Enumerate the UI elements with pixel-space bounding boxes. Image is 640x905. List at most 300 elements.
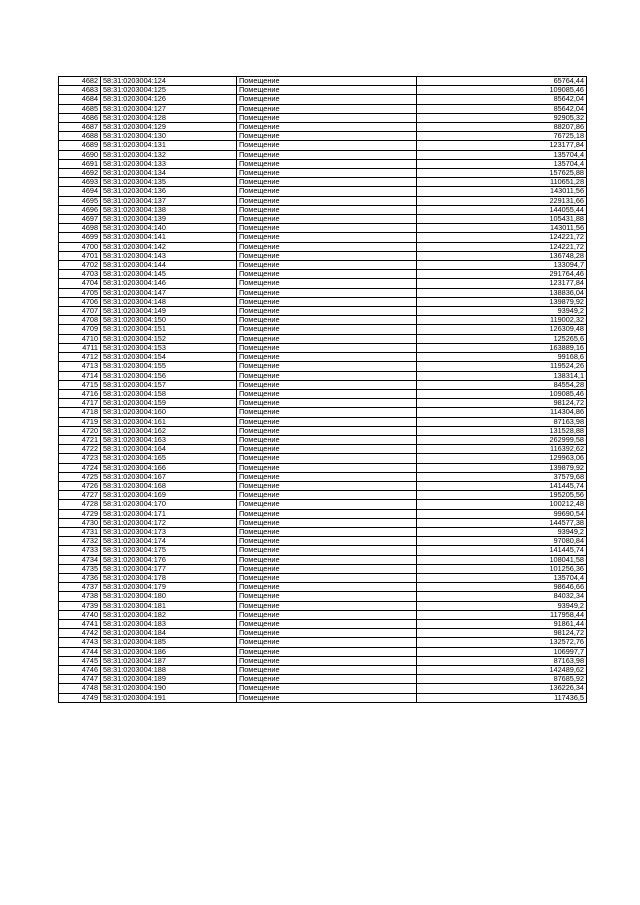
object-type-cell: Помещение — [237, 104, 417, 113]
object-type-cell: Помещение — [237, 224, 417, 233]
cadastral-value-cell: 87685,92 — [417, 675, 587, 684]
table-row — [59, 408, 587, 417]
table-row — [59, 500, 587, 509]
object-type-cell: Помещение — [237, 684, 417, 693]
row-number-cell: 4746 — [59, 666, 101, 675]
table-row — [59, 343, 587, 352]
cadastral-number-cell: 58:31:0203004:176 — [101, 555, 237, 564]
cadastral-number-cell: 58:31:0203004:129 — [101, 123, 237, 132]
table-row — [59, 684, 587, 693]
table-row — [59, 417, 587, 426]
object-type-cell: Помещение — [237, 270, 417, 279]
cadastral-number-cell: 58:31:0203004:136 — [101, 187, 237, 196]
object-type-cell: Помещение — [237, 307, 417, 316]
table-row — [59, 242, 587, 251]
row-number-cell: 4708 — [59, 316, 101, 325]
cadastral-number-cell: 58:31:0203004:156 — [101, 371, 237, 380]
cadastral-number-cell: 58:31:0203004:189 — [101, 675, 237, 684]
row-number-cell: 4691 — [59, 159, 101, 168]
cadastral-number-cell: 58:31:0203004:179 — [101, 583, 237, 592]
cadastral-number-cell: 58:31:0203004:142 — [101, 242, 237, 251]
cadastral-value-cell: 119524,26 — [417, 362, 587, 371]
object-type-cell: Помещение — [237, 555, 417, 564]
cadastral-number-cell: 58:31:0203004:188 — [101, 666, 237, 675]
row-number-cell: 4739 — [59, 601, 101, 610]
cadastral-value-cell: 108041,58 — [417, 555, 587, 564]
table-row — [59, 656, 587, 665]
row-number-cell: 4749 — [59, 693, 101, 702]
cadastral-value-cell: 139879,92 — [417, 463, 587, 472]
cadastral-number-cell: 58:31:0203004:127 — [101, 104, 237, 113]
object-type-cell: Помещение — [237, 399, 417, 408]
row-number-cell: 4732 — [59, 537, 101, 546]
cadastral-value-cell: 87163,98 — [417, 417, 587, 426]
cadastral-value-cell: 93949,2 — [417, 601, 587, 610]
table-row — [59, 325, 587, 334]
object-type-cell: Помещение — [237, 426, 417, 435]
table-row — [59, 399, 587, 408]
cadastral-value-cell: 138836,04 — [417, 288, 587, 297]
table-row — [59, 95, 587, 104]
object-type-cell: Помещение — [237, 389, 417, 398]
data-table — [58, 76, 587, 703]
object-type-cell: Помещение — [237, 675, 417, 684]
cadastral-value-cell: 109085,46 — [417, 86, 587, 95]
object-type-cell: Помещение — [237, 629, 417, 638]
cadastral-number-cell: 58:31:0203004:124 — [101, 77, 237, 86]
object-type-cell: Помещение — [237, 454, 417, 463]
object-type-cell: Помещение — [237, 500, 417, 509]
row-number-cell: 4696 — [59, 205, 101, 214]
table-row — [59, 389, 587, 398]
cadastral-value-cell: 119002,32 — [417, 316, 587, 325]
cadastral-number-cell: 58:31:0203004:170 — [101, 500, 237, 509]
cadastral-number-cell: 58:31:0203004:128 — [101, 113, 237, 122]
row-number-cell: 4736 — [59, 573, 101, 582]
row-number-cell: 4686 — [59, 113, 101, 122]
object-type-cell: Помещение — [237, 343, 417, 352]
row-number-cell: 4716 — [59, 389, 101, 398]
cadastral-value-cell: 135704,4 — [417, 573, 587, 582]
row-number-cell: 4745 — [59, 656, 101, 665]
row-number-cell: 4738 — [59, 592, 101, 601]
object-type-cell: Помещение — [237, 86, 417, 95]
cadastral-value-cell: 124221,72 — [417, 233, 587, 242]
cadastral-value-cell: 116392,62 — [417, 445, 587, 454]
object-type-cell: Помещение — [237, 601, 417, 610]
cadastral-value-cell: 114304,86 — [417, 408, 587, 417]
object-type-cell: Помещение — [237, 141, 417, 150]
row-number-cell: 4740 — [59, 610, 101, 619]
cadastral-number-cell: 58:31:0203004:169 — [101, 491, 237, 500]
object-type-cell: Помещение — [237, 279, 417, 288]
cadastral-number-cell: 58:31:0203004:164 — [101, 445, 237, 454]
table-row — [59, 113, 587, 122]
cadastral-value-cell: 138314,1 — [417, 371, 587, 380]
object-type-cell: Помещение — [237, 261, 417, 270]
row-number-cell: 4727 — [59, 491, 101, 500]
cadastral-number-cell: 58:31:0203004:137 — [101, 196, 237, 205]
object-type-cell: Помещение — [237, 573, 417, 582]
cadastral-value-cell: 109085,46 — [417, 389, 587, 398]
object-type-cell: Помещение — [237, 288, 417, 297]
cadastral-number-cell: 58:31:0203004:178 — [101, 573, 237, 582]
cadastral-value-cell: 131528,88 — [417, 426, 587, 435]
row-number-cell: 4748 — [59, 684, 101, 693]
row-number-cell: 4744 — [59, 647, 101, 656]
object-type-cell: Помещение — [237, 592, 417, 601]
row-number-cell: 4690 — [59, 150, 101, 159]
cadastral-value-cell: 93949,2 — [417, 527, 587, 536]
table-row — [59, 629, 587, 638]
cadastral-value-cell: 125265,6 — [417, 334, 587, 343]
row-number-cell: 4747 — [59, 675, 101, 684]
object-type-cell: Помещение — [237, 159, 417, 168]
row-number-cell: 4733 — [59, 546, 101, 555]
table-row — [59, 463, 587, 472]
cadastral-number-cell: 58:31:0203004:134 — [101, 169, 237, 178]
cadastral-number-cell: 58:31:0203004:158 — [101, 389, 237, 398]
row-number-cell: 4694 — [59, 187, 101, 196]
cadastral-number-cell: 58:31:0203004:172 — [101, 518, 237, 527]
row-number-cell: 4725 — [59, 472, 101, 481]
table-row — [59, 270, 587, 279]
cadastral-number-cell: 58:31:0203004:130 — [101, 132, 237, 141]
table-row — [59, 233, 587, 242]
cadastral-value-cell: 132572,76 — [417, 638, 587, 647]
cadastral-number-cell: 58:31:0203004:191 — [101, 693, 237, 702]
table-row — [59, 353, 587, 362]
cadastral-number-cell: 58:31:0203004:160 — [101, 408, 237, 417]
cadastral-value-cell: 141445,74 — [417, 546, 587, 555]
cadastral-number-cell: 58:31:0203004:133 — [101, 159, 237, 168]
table-row — [59, 546, 587, 555]
cadastral-value-cell: 136226,34 — [417, 684, 587, 693]
cadastral-value-cell: 143011,56 — [417, 187, 587, 196]
object-type-cell: Помещение — [237, 610, 417, 619]
table-row — [59, 445, 587, 454]
cadastral-number-cell: 58:31:0203004:177 — [101, 564, 237, 573]
cadastral-value-cell: 84032,34 — [417, 592, 587, 601]
object-type-cell: Помещение — [237, 693, 417, 702]
row-number-cell: 4743 — [59, 638, 101, 647]
object-type-cell: Помещение — [237, 408, 417, 417]
row-number-cell: 4720 — [59, 426, 101, 435]
table-row — [59, 307, 587, 316]
cadastral-value-cell: 124221,72 — [417, 242, 587, 251]
row-number-cell: 4721 — [59, 435, 101, 444]
object-type-cell: Помещение — [237, 518, 417, 527]
row-number-cell: 4713 — [59, 362, 101, 371]
row-number-cell: 4729 — [59, 509, 101, 518]
table-row — [59, 583, 587, 592]
table-row — [59, 619, 587, 628]
cadastral-number-cell: 58:31:0203004:161 — [101, 417, 237, 426]
cadastral-value-cell: 87163,98 — [417, 656, 587, 665]
row-number-cell: 4711 — [59, 343, 101, 352]
table-row — [59, 362, 587, 371]
row-number-cell: 4682 — [59, 77, 101, 86]
object-type-cell: Помещение — [237, 123, 417, 132]
row-number-cell: 4699 — [59, 233, 101, 242]
row-number-cell: 4715 — [59, 380, 101, 389]
object-type-cell: Помещение — [237, 656, 417, 665]
cadastral-number-cell: 58:31:0203004:138 — [101, 205, 237, 214]
row-number-cell: 4735 — [59, 564, 101, 573]
row-number-cell: 4742 — [59, 629, 101, 638]
cadastral-value-cell: 99690,54 — [417, 509, 587, 518]
row-number-cell: 4688 — [59, 132, 101, 141]
cadastral-value-cell: 99168,6 — [417, 353, 587, 362]
table-row — [59, 481, 587, 490]
cadastral-value-cell: 139879,92 — [417, 297, 587, 306]
cadastral-value-cell: 105431,88 — [417, 215, 587, 224]
cadastral-value-cell: 117436,5 — [417, 693, 587, 702]
row-number-cell: 4712 — [59, 353, 101, 362]
cadastral-value-cell: 100212,48 — [417, 500, 587, 509]
object-type-cell: Помещение — [237, 113, 417, 122]
cadastral-value-cell: 142489,62 — [417, 666, 587, 675]
table-row — [59, 537, 587, 546]
cadastral-number-cell: 58:31:0203004:175 — [101, 546, 237, 555]
table-row — [59, 86, 587, 95]
cadastral-value-cell: 110651,28 — [417, 178, 587, 187]
cadastral-number-cell: 58:31:0203004:157 — [101, 380, 237, 389]
cadastral-number-cell: 58:31:0203004:149 — [101, 307, 237, 316]
cadastral-value-cell: 123177,84 — [417, 279, 587, 288]
row-number-cell: 4709 — [59, 325, 101, 334]
cadastral-value-cell: 291764,46 — [417, 270, 587, 279]
cadastral-number-cell: 58:31:0203004:143 — [101, 251, 237, 260]
object-type-cell: Помещение — [237, 150, 417, 159]
table-row — [59, 380, 587, 389]
cadastral-number-cell: 58:31:0203004:125 — [101, 86, 237, 95]
cadastral-number-cell: 58:31:0203004:174 — [101, 537, 237, 546]
row-number-cell: 4703 — [59, 270, 101, 279]
object-type-cell: Помещение — [237, 297, 417, 306]
object-type-cell: Помещение — [237, 215, 417, 224]
table-row — [59, 77, 587, 86]
row-number-cell: 4700 — [59, 242, 101, 251]
table-row — [59, 555, 587, 564]
cadastral-number-cell: 58:31:0203004:154 — [101, 353, 237, 362]
object-type-cell: Помещение — [237, 95, 417, 104]
table-row — [59, 564, 587, 573]
row-number-cell: 4710 — [59, 334, 101, 343]
cadastral-value-cell: 65764,44 — [417, 77, 587, 86]
cadastral-value-cell: 157625,88 — [417, 169, 587, 178]
row-number-cell: 4722 — [59, 445, 101, 454]
cadastral-number-cell: 58:31:0203004:145 — [101, 270, 237, 279]
row-number-cell: 4717 — [59, 399, 101, 408]
object-type-cell: Помещение — [237, 169, 417, 178]
row-number-cell: 4698 — [59, 224, 101, 233]
object-type-cell: Помещение — [237, 233, 417, 242]
object-type-cell: Помещение — [237, 481, 417, 490]
object-type-cell: Помещение — [237, 491, 417, 500]
cadastral-number-cell: 58:31:0203004:132 — [101, 150, 237, 159]
table-row — [59, 205, 587, 214]
cadastral-value-cell: 101256,36 — [417, 564, 587, 573]
table-row — [59, 527, 587, 536]
object-type-cell: Помещение — [237, 251, 417, 260]
cadastral-number-cell: 58:31:0203004:152 — [101, 334, 237, 343]
object-type-cell: Помещение — [237, 196, 417, 205]
table-row — [59, 297, 587, 306]
row-number-cell: 4731 — [59, 527, 101, 536]
object-type-cell: Помещение — [237, 77, 417, 86]
cadastral-value-cell: 98124,72 — [417, 629, 587, 638]
cadastral-value-cell: 91861,44 — [417, 619, 587, 628]
table-row — [59, 288, 587, 297]
row-number-cell: 4693 — [59, 178, 101, 187]
cadastral-value-cell: 84554,28 — [417, 380, 587, 389]
cadastral-value-cell: 262999,58 — [417, 435, 587, 444]
cadastral-number-cell: 58:31:0203004:151 — [101, 325, 237, 334]
cadastral-number-cell: 58:31:0203004:155 — [101, 362, 237, 371]
object-type-cell: Помещение — [237, 564, 417, 573]
row-number-cell: 4697 — [59, 215, 101, 224]
table-row — [59, 150, 587, 159]
row-number-cell: 4730 — [59, 518, 101, 527]
object-type-cell: Помещение — [237, 527, 417, 536]
cadastral-number-cell: 58:31:0203004:173 — [101, 527, 237, 536]
row-number-cell: 4726 — [59, 481, 101, 490]
table-row — [59, 426, 587, 435]
table-row — [59, 371, 587, 380]
cadastral-number-cell: 58:31:0203004:141 — [101, 233, 237, 242]
table-row — [59, 638, 587, 647]
row-number-cell: 4689 — [59, 141, 101, 150]
table-row — [59, 316, 587, 325]
table-row — [59, 279, 587, 288]
cadastral-value-cell: 106997,7 — [417, 647, 587, 656]
row-number-cell: 4723 — [59, 454, 101, 463]
row-number-cell: 4719 — [59, 417, 101, 426]
row-number-cell: 4724 — [59, 463, 101, 472]
cadastral-number-cell: 58:31:0203004:181 — [101, 601, 237, 610]
table-row — [59, 196, 587, 205]
table-row — [59, 224, 587, 233]
cadastral-value-cell: 141445,74 — [417, 481, 587, 490]
cadastral-value-cell: 93949,2 — [417, 307, 587, 316]
object-type-cell: Помещение — [237, 417, 417, 426]
row-number-cell: 4695 — [59, 196, 101, 205]
cadastral-value-cell: 117958,44 — [417, 610, 587, 619]
cadastral-value-cell: 229131,66 — [417, 196, 587, 205]
cadastral-value-cell: 88207,86 — [417, 123, 587, 132]
table-row — [59, 518, 587, 527]
table-row — [59, 592, 587, 601]
cadastral-value-cell: 76725,18 — [417, 132, 587, 141]
row-number-cell: 4728 — [59, 500, 101, 509]
object-type-cell: Помещение — [237, 619, 417, 628]
cadastral-value-cell: 92905,32 — [417, 113, 587, 122]
table-row — [59, 104, 587, 113]
cadastral-number-cell: 58:31:0203004:140 — [101, 224, 237, 233]
cadastral-value-cell: 133094,7 — [417, 261, 587, 270]
object-type-cell: Помещение — [237, 647, 417, 656]
object-type-cell: Помещение — [237, 178, 417, 187]
cadastral-number-cell: 58:31:0203004:153 — [101, 343, 237, 352]
object-type-cell: Помещение — [237, 546, 417, 555]
object-type-cell: Помещение — [237, 638, 417, 647]
table-row — [59, 509, 587, 518]
cadastral-value-cell: 85642,04 — [417, 104, 587, 113]
object-type-cell: Помещение — [237, 537, 417, 546]
cadastral-number-cell: 58:31:0203004:180 — [101, 592, 237, 601]
cadastral-number-cell: 58:31:0203004:184 — [101, 629, 237, 638]
cadastral-value-cell: 98646,66 — [417, 583, 587, 592]
table-row — [59, 491, 587, 500]
cadastral-value-cell: 123177,84 — [417, 141, 587, 150]
table-row — [59, 472, 587, 481]
cadastral-number-cell: 58:31:0203004:159 — [101, 399, 237, 408]
row-number-cell: 4741 — [59, 619, 101, 628]
cadastral-number-cell: 58:31:0203004:150 — [101, 316, 237, 325]
table-row — [59, 132, 587, 141]
cadastral-value-cell: 85642,04 — [417, 95, 587, 104]
table-row — [59, 666, 587, 675]
cadastral-value-cell: 143011,56 — [417, 224, 587, 233]
row-number-cell: 4687 — [59, 123, 101, 132]
cadastral-number-cell: 58:31:0203004:166 — [101, 463, 237, 472]
row-number-cell: 4734 — [59, 555, 101, 564]
table-row — [59, 610, 587, 619]
table-body — [59, 77, 587, 703]
cadastral-number-cell: 58:31:0203004:147 — [101, 288, 237, 297]
object-type-cell: Помещение — [237, 132, 417, 141]
cadastral-number-cell: 58:31:0203004:163 — [101, 435, 237, 444]
object-type-cell: Помещение — [237, 316, 417, 325]
cadastral-number-cell: 58:31:0203004:183 — [101, 619, 237, 628]
cadastral-value-cell: 126309,48 — [417, 325, 587, 334]
cadastral-number-cell: 58:31:0203004:167 — [101, 472, 237, 481]
object-type-cell: Помещение — [237, 583, 417, 592]
table-row — [59, 334, 587, 343]
object-type-cell: Помещение — [237, 509, 417, 518]
cadastral-value-cell: 98124,72 — [417, 399, 587, 408]
cadastral-number-cell: 58:31:0203004:187 — [101, 656, 237, 665]
row-number-cell: 4737 — [59, 583, 101, 592]
cadastral-number-cell: 58:31:0203004:186 — [101, 647, 237, 656]
table-row — [59, 261, 587, 270]
row-number-cell: 4692 — [59, 169, 101, 178]
table-row — [59, 169, 587, 178]
row-number-cell: 4685 — [59, 104, 101, 113]
cadastral-value-cell: 144055,44 — [417, 205, 587, 214]
cadastral-number-cell: 58:31:0203004:162 — [101, 426, 237, 435]
cadastral-number-cell: 58:31:0203004:131 — [101, 141, 237, 150]
object-type-cell: Помещение — [237, 472, 417, 481]
cadastral-number-cell: 58:31:0203004:146 — [101, 279, 237, 288]
object-type-cell: Помещение — [237, 205, 417, 214]
cadastral-value-cell: 135704,4 — [417, 159, 587, 168]
cadastral-number-cell: 58:31:0203004:139 — [101, 215, 237, 224]
cadastral-value-cell: 135704,4 — [417, 150, 587, 159]
table-row — [59, 141, 587, 150]
table-row — [59, 123, 587, 132]
table-row — [59, 215, 587, 224]
table-row — [59, 573, 587, 582]
table-row — [59, 187, 587, 196]
table-row — [59, 647, 587, 656]
table-row — [59, 435, 587, 444]
row-number-cell: 4684 — [59, 95, 101, 104]
row-number-cell: 4718 — [59, 408, 101, 417]
cadastral-value-cell: 37579,68 — [417, 472, 587, 481]
row-number-cell: 4704 — [59, 279, 101, 288]
